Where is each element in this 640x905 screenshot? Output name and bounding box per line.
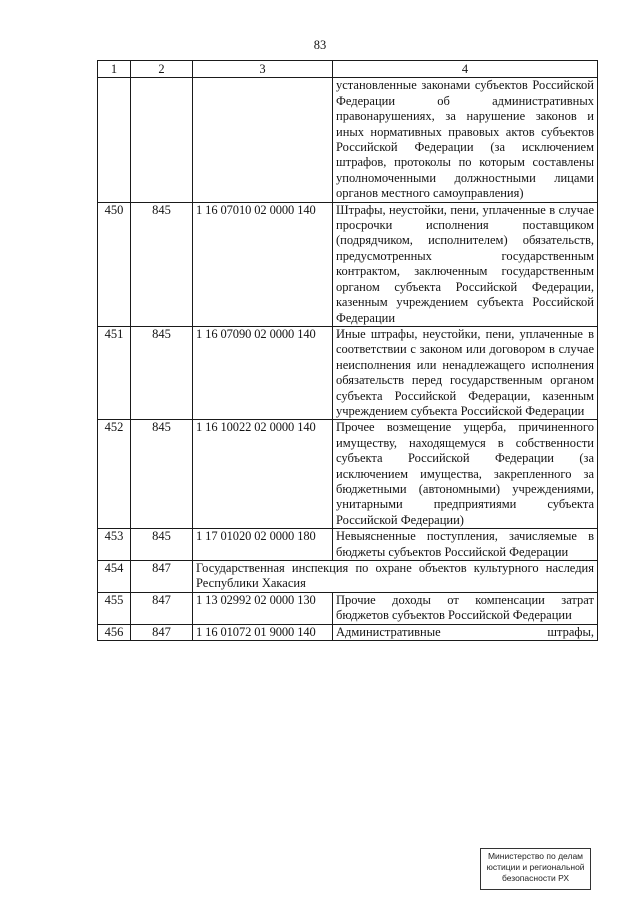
row-classification-code: 1 16 07010 02 0000 140 xyxy=(193,202,333,326)
table-row xyxy=(98,326,598,419)
row-number: 452 xyxy=(98,420,131,529)
row-description: Иные штрафы, неустойки, пени, уплаченные в соответствии с законом или договором в случае неисполнения или ненадлежащего исполнения обязательств перед государственным органом субъекта Российской Федерации, казенным учреждением субъекта Российской Федерации xyxy=(333,326,598,419)
row-description: Прочие доходы от компенсации затрат бюджетов субъектов Российской Федерации xyxy=(333,592,598,624)
row-admin-code: 845 xyxy=(131,202,193,326)
row-classification-code: 1 16 07090 02 0000 140 xyxy=(193,326,333,419)
ministry-stamp xyxy=(480,848,591,890)
row-admin-code: 845 xyxy=(131,326,193,419)
empty-cell xyxy=(131,78,193,202)
table-row-organization xyxy=(98,561,598,593)
column-header-3: 3 xyxy=(193,61,333,78)
row-number: 451 xyxy=(98,326,131,419)
row-number: 455 xyxy=(98,592,131,624)
row-admin-code: 847 xyxy=(131,624,193,640)
row-classification-code: 1 13 02992 02 0000 130 xyxy=(193,592,333,624)
table-row-continuation xyxy=(98,78,598,202)
row-classification-code: 1 16 01072 01 9000 140 xyxy=(193,624,333,640)
row-classification-code: 1 16 10022 02 0000 140 xyxy=(193,420,333,529)
row-admin-code: 847 xyxy=(131,561,193,593)
table-row xyxy=(98,202,598,326)
row-number: 456 xyxy=(98,624,131,640)
row-description: установленные законами субъектов Российской Федерации об административных правонарушениях, за нарушение законов и иных нормативных правовых актов субъектов Российской Федерации (за исключением штрафов, протоколы по которым составлены уполномоченными должностными лицами органов местного самоуправления) xyxy=(333,78,598,202)
table-row xyxy=(98,624,598,640)
row-number: 450 xyxy=(98,202,131,326)
row-admin-code: 847 xyxy=(131,592,193,624)
stamp-line: Министерство по делам xyxy=(487,851,584,861)
column-header-1: 1 xyxy=(98,61,131,78)
row-number: 454 xyxy=(98,561,131,593)
table-header-row xyxy=(98,61,598,78)
empty-cell xyxy=(98,78,131,202)
table-row xyxy=(98,529,598,561)
row-description: Административные штрафы, xyxy=(333,624,598,640)
table-row xyxy=(98,592,598,624)
column-header-2: 2 xyxy=(131,61,193,78)
page-number: 83 xyxy=(313,38,327,52)
row-classification-code: 1 17 01020 02 0000 180 xyxy=(193,529,333,561)
stamp-line: безопасности РХ xyxy=(501,873,570,883)
row-description: Штрафы, неустойки, пени, уплаченные в случае просрочки исполнения поставщиком (подрядчиком, исполнителем) обязательств, предусмотренных государственным контрактом, заключенным государственным органом субъекта Российской Федерации, казенным учреждением субъекта Российской Федерации xyxy=(333,202,598,326)
stamp-line: юстиции и региональной xyxy=(486,862,585,872)
empty-cell xyxy=(193,78,333,202)
row-description: Невыясненные поступления, зачисляемые в бюджеты субъектов Российской Федерации xyxy=(333,529,598,561)
row-admin-code: 845 xyxy=(131,420,193,529)
row-description: Прочее возмещение ущерба, причиненного имуществу, находящемуся в собственности субъекта Российской Федерации (за исключением имущества, закрепленного за бюджетными (автономными) учреждениями, унитарными предприятиями субъекта Российской Федерации) xyxy=(333,420,598,529)
row-organization-name: Государственная инспекция по охране объектов культурного наследия Республики Хакасия xyxy=(193,561,598,593)
row-admin-code: 845 xyxy=(131,529,193,561)
table-row xyxy=(98,420,598,529)
revenue-classification-table xyxy=(97,60,598,641)
row-number: 453 xyxy=(98,529,131,561)
column-header-4: 4 xyxy=(333,61,598,78)
